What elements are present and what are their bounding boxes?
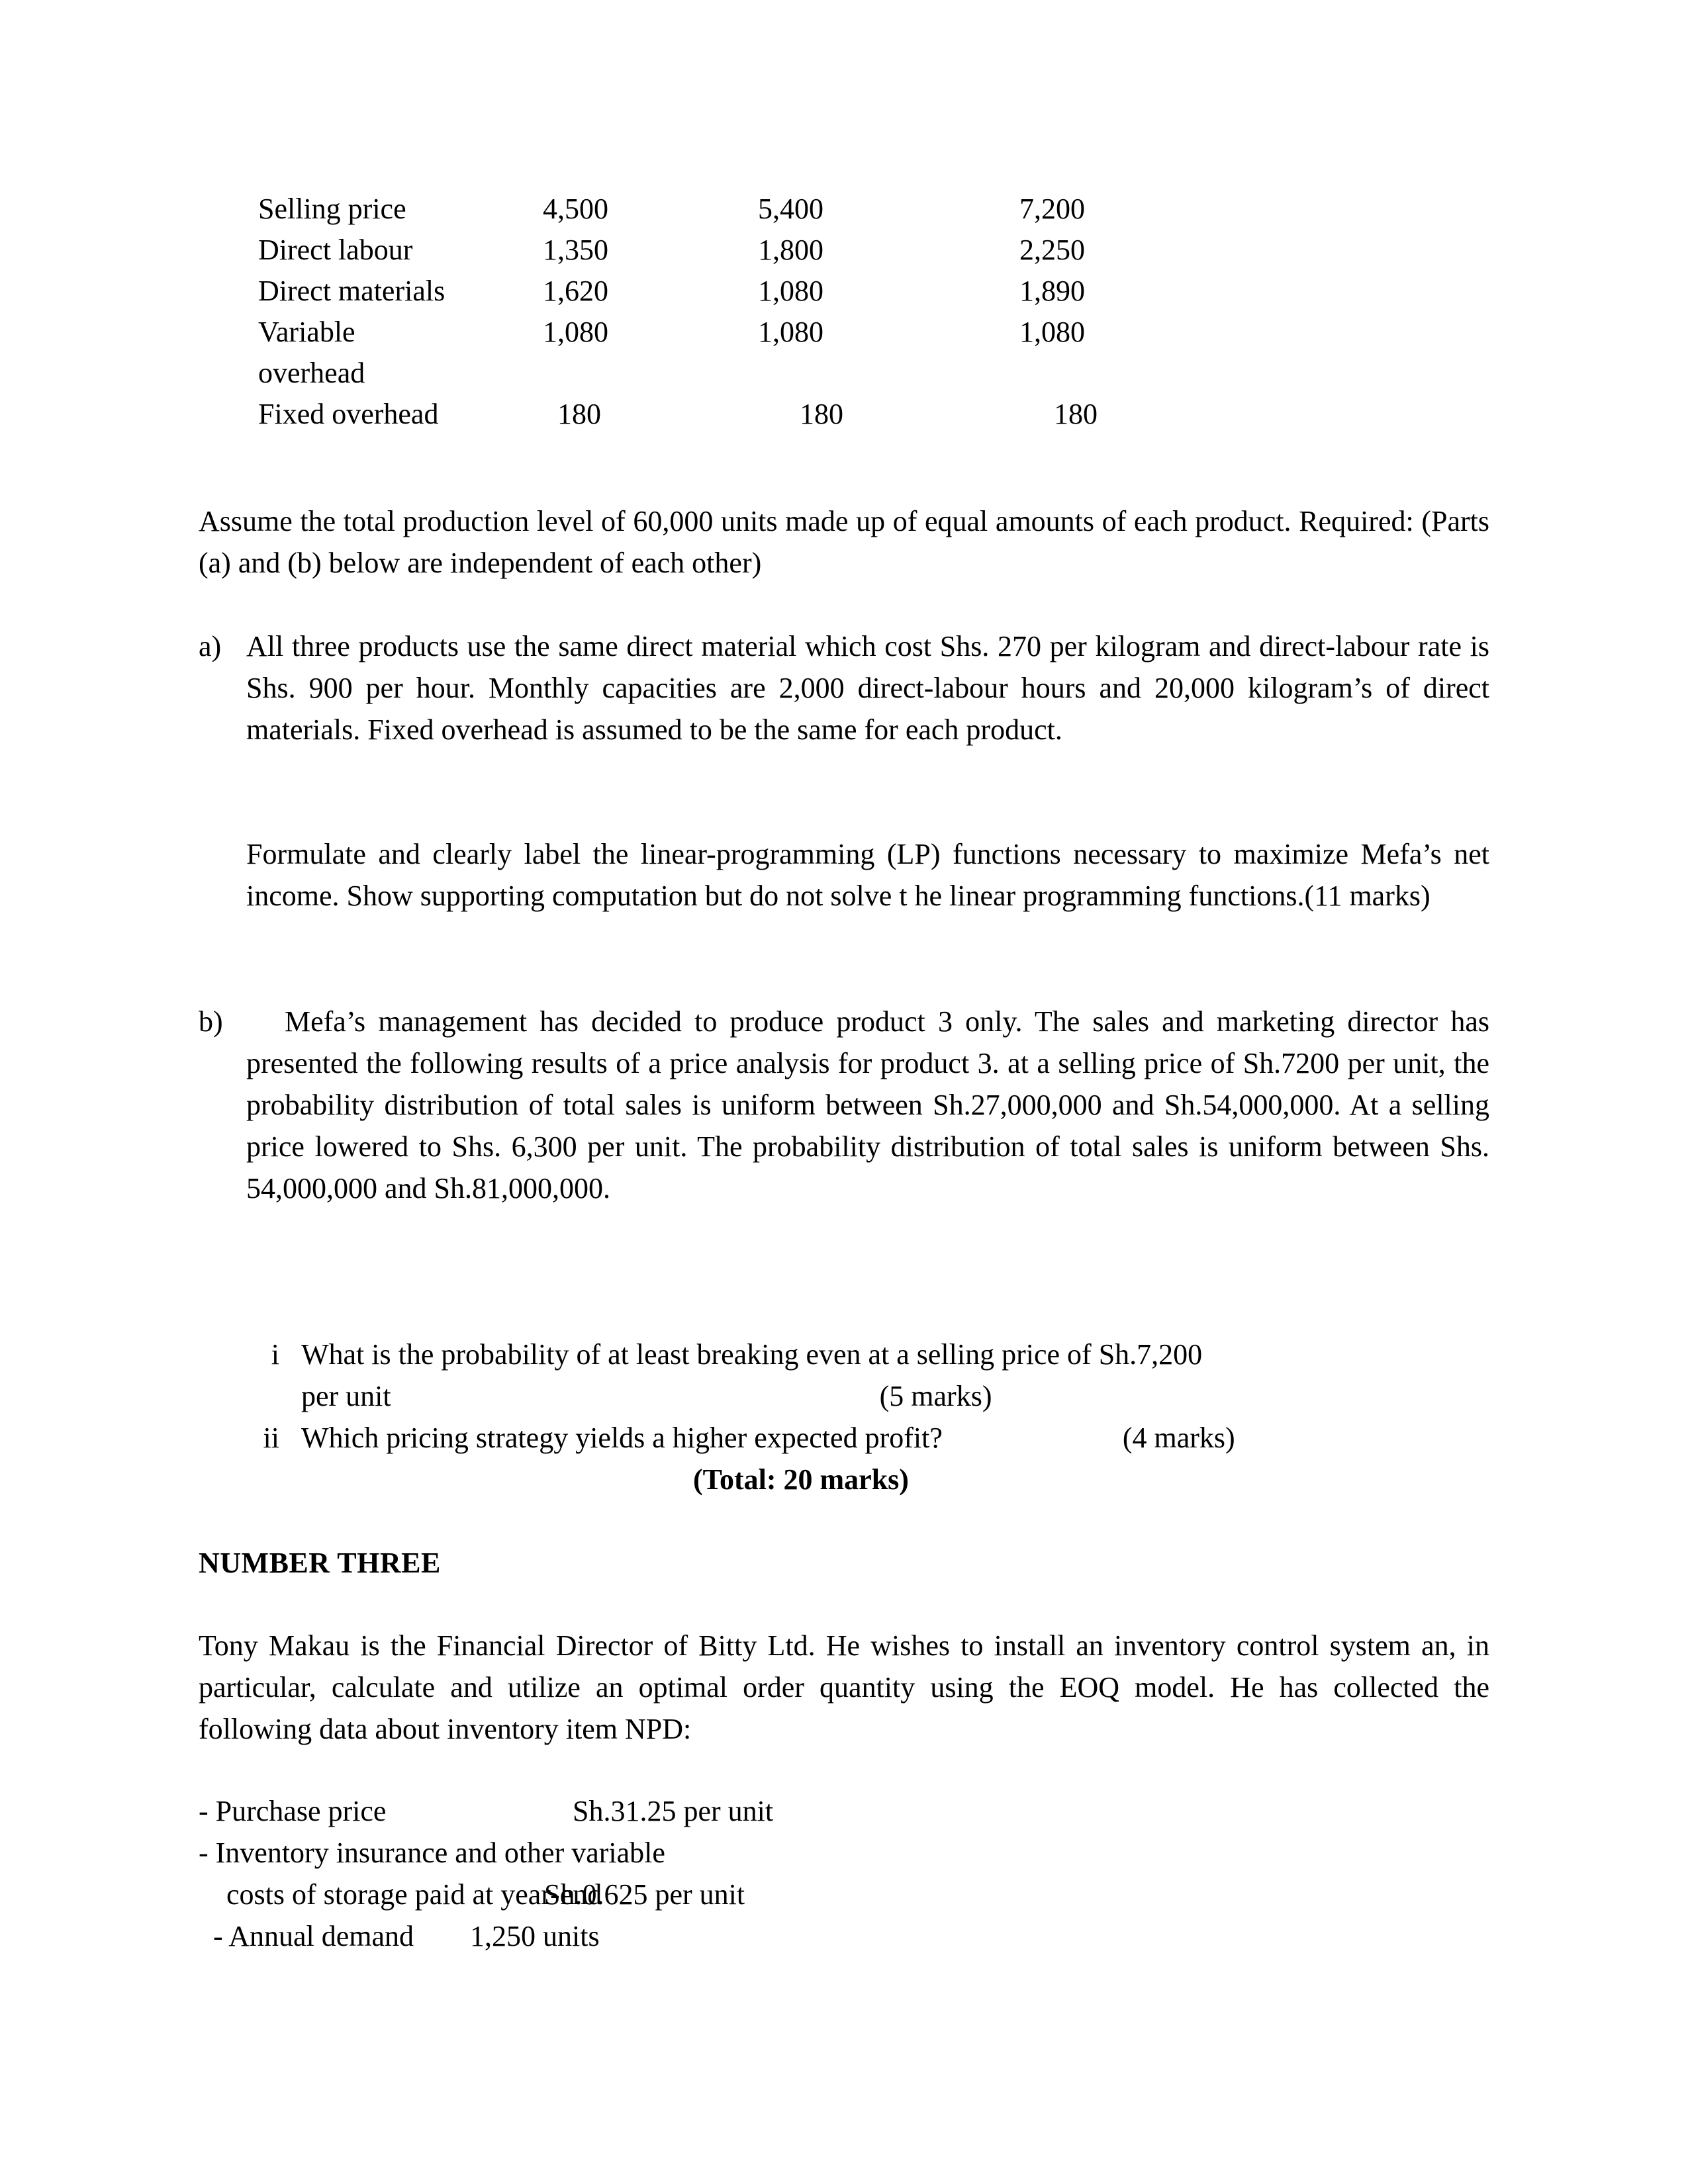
inventory-label-purchase-price: - Purchase price [199, 1795, 387, 1827]
table-row [258, 189, 1185, 230]
row-value-product3: 1,080 [1019, 316, 1085, 348]
inventory-value-storage-costs: Sh.0.625 per unit [544, 1878, 745, 1911]
row-value-product3: 1,890 [1019, 275, 1085, 307]
part-a-marker: a) [199, 630, 222, 662]
part-b-roman-list [199, 1334, 1489, 1459]
list-item [199, 1334, 1489, 1417]
table-row [258, 394, 1185, 435]
part-b-paragraph [246, 1001, 1489, 1209]
inventory-label-storage-costs: costs of storage paid at year-end [226, 1878, 602, 1911]
list-item [199, 1417, 1489, 1459]
row-value-product1: 180 [557, 398, 601, 430]
cost-table [258, 189, 1185, 435]
row-label: Selling price [258, 193, 406, 225]
inventory-label-annual-demand: - Annual demand [213, 1920, 414, 1952]
roman-item-i-line2: per unit [301, 1380, 391, 1412]
part-a-item [199, 625, 1489, 751]
row-label: Fixed overhead [258, 398, 439, 430]
roman-item-ii-text [301, 1417, 1489, 1459]
part-a-block [199, 625, 1489, 751]
row-label: Direct labour [258, 234, 413, 266]
row-label [258, 312, 365, 389]
part-b-marker: b) [199, 1005, 223, 1038]
row-value-product3: 2,250 [1019, 234, 1085, 266]
list-item [199, 1790, 1489, 1832]
row-label: Direct materials [258, 275, 445, 307]
table-row [258, 312, 1185, 394]
part-b-paragraph-text: Mefa’s management has decided to produce product 3 only. The sales and marketing director has presented the following results of a price analysis for product 3. at a selling price of Sh.7200 per unit, the probability distribution of total sales is uniform between Sh.27,000,000 and Sh.54,000,000. At a selling price lowered to Shs. 6,300 per unit. The probability distribution of total sales is uniform between Shs. 54,000,000 and Sh.81,000,000. [246, 1005, 1489, 1205]
row-value-product2: 180 [800, 398, 843, 430]
row-label-line1: Variable [258, 316, 355, 348]
row-value-product2: 1,080 [758, 275, 823, 307]
row-value-product1: 1,350 [543, 234, 608, 266]
intro-paragraph: Assume the total production level of 60,000 units made up of equal amounts of each product. Required: (Parts (a) and (b) below are independent of each other) [199, 505, 1489, 579]
list-item [199, 1915, 1489, 1957]
roman-item-i-text [301, 1334, 1489, 1417]
part-b-block [199, 1001, 1489, 1209]
inventory-value-annual-demand: 1,250 units [470, 1920, 600, 1952]
inventory-data-list [199, 1790, 1489, 1957]
row-value-product3: 180 [1054, 398, 1098, 430]
roman-item-i-line1: What is the probability of at least breaking even at a selling price of Sh.7,200 [301, 1338, 1203, 1371]
roman-item-i-marks: (5 marks) [879, 1380, 992, 1412]
list-item [199, 1874, 1489, 1915]
table-row [258, 230, 1185, 271]
list-item [199, 1832, 1489, 1874]
row-value-product2: 1,080 [758, 316, 823, 348]
row-value-product1: 1,620 [543, 275, 608, 307]
inventory-label-insurance: - Inventory insurance and other variable [199, 1837, 665, 1869]
number-three-heading: NUMBER THREE [199, 1547, 441, 1579]
roman-marker-ii: ii [263, 1422, 279, 1454]
row-value-product3: 7,200 [1019, 193, 1085, 225]
part-a-formulate-block [199, 833, 1489, 917]
row-value-product1: 1,080 [543, 316, 608, 348]
row-label-line2: overhead [258, 357, 365, 389]
table-row [258, 271, 1185, 312]
part-a-paragraph: All three products use the same direct material which cost Shs. 270 per kilogram and direct-labour rate is Shs. 900 per hour. Monthly capacities are 2,000 direct-labour hours and 20,000 kilogram’s of direct materials. Fixed overhead is assumed to be the same for each product. [246, 630, 1489, 746]
row-value-product1: 4,500 [543, 193, 608, 225]
part-b-total-marks: (Total: 20 marks) [693, 1463, 909, 1496]
row-value-product2: 1,800 [758, 234, 823, 266]
roman-item-ii-marks: (4 marks) [1122, 1422, 1235, 1454]
row-value-product2: 5,400 [758, 193, 823, 225]
number-three-paragraph-block [199, 1625, 1489, 1750]
intro-paragraph-block [199, 500, 1489, 584]
roman-marker-i: i [271, 1338, 279, 1371]
part-b-item [199, 1001, 1489, 1209]
number-three-paragraph: Tony Makau is the Financial Director of Bitty Ltd. He wishes to install an inventory control system an, in particular, calculate and utilize an optimal order quantity using the EOQ model. He has collected the following data about inventory item NPD: [199, 1629, 1489, 1745]
roman-item-ii-line1: Which pricing strategy yields a higher expected profit? [301, 1422, 943, 1454]
inventory-value-purchase-price: Sh.31.25 per unit [573, 1795, 774, 1827]
part-a-formulate-paragraph: Formulate and clearly label the linear-programming (LP) functions necessary to maximize Mefa’s net income. Show supporting computation but do not solve t he linear programming functions.(11 marks) [246, 838, 1489, 912]
